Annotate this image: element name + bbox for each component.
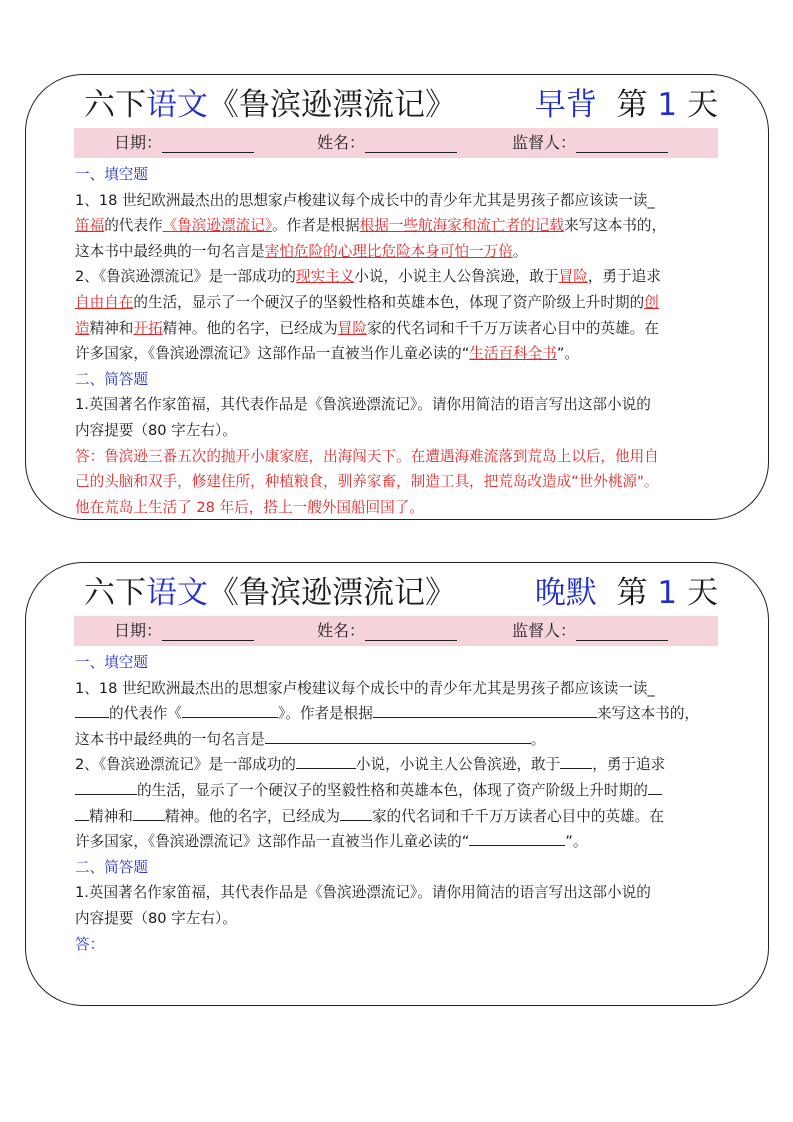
- text: 家的代名词和千千万万读者心目中的英雄。在: [371, 807, 664, 825]
- answer-pioneer: 开拓: [133, 319, 163, 337]
- title-subject: 语文: [146, 87, 208, 123]
- text: 许多国家，《鲁滨逊漂流记》这部作品一直被当作儿童必读的“: [75, 833, 470, 851]
- text: 精神。他的名字，已经成为: [164, 807, 340, 825]
- text: 来写这本书的，: [563, 217, 667, 235]
- text: 家的代名词和千千万万读者心目中的英雄。在: [366, 319, 659, 337]
- q3-line2: 内容提要（80 字左右）。: [75, 421, 237, 439]
- name-blank[interactable]: [365, 622, 457, 641]
- title-tian: 天: [687, 87, 718, 123]
- blank-encyclopedia[interactable]: [469, 830, 565, 846]
- text: 的代表作《: [109, 705, 182, 723]
- title-di: 第: [616, 575, 648, 611]
- supervisor-blank[interactable]: [576, 134, 668, 153]
- text: 2、《鲁滨逊漂流记》是一部成功的: [75, 756, 296, 774]
- q1-line2: [75, 701, 725, 727]
- card-title: [84, 569, 728, 617]
- q3-line1: 1.英国著名作家笛福，其代表作品是《鲁滨逊漂流记》。请你用简洁的语言写出这部小说的: [75, 884, 651, 902]
- title-kind: 晚默: [534, 575, 597, 611]
- title-book: 《鲁滨逊漂流记》: [208, 87, 456, 123]
- blank-adventurer[interactable]: [340, 805, 372, 821]
- date-field: [114, 128, 254, 158]
- answer-source: 根据一些航海家和流亡者的记载: [359, 217, 564, 235]
- blank-create-b[interactable]: [75, 805, 89, 821]
- text: ”。: [565, 833, 588, 851]
- answer-genre: 现实主义: [295, 268, 355, 286]
- text: 2、《鲁滨逊漂流记》是一部成功的: [75, 268, 296, 286]
- text: ，勇于追求: [592, 756, 666, 774]
- text: 许多国家，《鲁滨逊漂流记》这部作品一直被当作儿童必读的“: [75, 345, 470, 363]
- date-blank[interactable]: [162, 622, 254, 641]
- text: 小说，小说主人公鲁滨逊，敢于: [354, 268, 559, 286]
- supervisor-field: [512, 128, 668, 158]
- supervisor-blank[interactable]: [576, 622, 668, 641]
- name-label: 姓名：: [317, 133, 366, 152]
- answer-book: 《鲁滨逊漂流记》: [162, 217, 273, 235]
- supervisor-label: 监督人：: [512, 133, 577, 152]
- date-label: 日期：: [114, 133, 163, 152]
- title-day-number: 1: [657, 575, 678, 611]
- q1-line1: 1、18 世纪欧洲最杰出的思想家卢梭建议每个成长中的青少年尤其是男孩子都应该读一读_: [75, 679, 655, 697]
- card-body: [75, 650, 725, 957]
- card-title: [84, 81, 728, 129]
- card-body: [75, 162, 725, 520]
- section-short-answer: 二、简答题: [75, 858, 148, 876]
- date-blank[interactable]: [162, 134, 254, 153]
- q1-line3: [75, 239, 725, 265]
- blank-genre[interactable]: [296, 753, 356, 769]
- title-subject: 语文: [146, 575, 208, 611]
- date-field: [114, 616, 254, 646]
- answer-line2: 己的头脑和双手，修建住所，种植粮食，驯养家畜，制造工具，把荒岛改造成“世外桃源"。: [75, 473, 659, 491]
- section-fill-blank: 一、填空题: [75, 654, 148, 671]
- q1-line3: [75, 727, 725, 753]
- title-day: [535, 81, 718, 129]
- evening-card: [25, 562, 769, 1006]
- text: 的生活，显示了一个硬汉子的坚毅性格和英雄本色，体现了资产阶级上升时期的: [133, 293, 645, 311]
- answer-line1: 答：鲁滨逊三番五次的抛开小康家庭，出海闯天下。在遭遇海难流落到荒岛上以后，他用自: [75, 447, 659, 465]
- answer-quote: 害怕危险的心理比危险本身可怕一万倍: [264, 242, 513, 260]
- title-day: [535, 569, 718, 617]
- q2-line1: [75, 264, 725, 290]
- answer-create-b: 造: [75, 319, 90, 337]
- text: 。: [530, 730, 546, 748]
- answer-label[interactable]: 答：: [75, 935, 105, 953]
- answer-encyclopedia: 生活百科全书: [469, 345, 557, 363]
- blank-author[interactable]: [75, 702, 109, 718]
- info-bar: [74, 128, 718, 158]
- name-field: [317, 128, 457, 158]
- answer-line3: 他在荒岛上生活了 28 年后，搭上一艘外国船回国了。: [75, 498, 424, 516]
- title-grade: 六下: [84, 575, 146, 611]
- text: 。作者是根据: [272, 217, 360, 235]
- blank-quote[interactable]: [265, 728, 531, 744]
- morning-card: [25, 74, 769, 520]
- info-bar: [74, 616, 718, 646]
- q2-line4: [75, 829, 725, 855]
- title-di: 第: [616, 87, 648, 123]
- answer-adventure: 冒险: [558, 268, 588, 286]
- answer-author: 笛福: [75, 217, 105, 235]
- text: 的生活，显示了一个硬汉子的坚毅性格和英雄本色，体现了资产阶级上升时期的: [137, 781, 648, 799]
- answer-adventurer: 冒险: [337, 319, 367, 337]
- q2-line2: [75, 778, 725, 804]
- supervisor-field: [512, 616, 668, 646]
- q1-line1: 1、18 世纪欧洲最杰出的思想家卢梭建议每个成长中的青少年尤其是男孩子都应该读一读_: [75, 191, 655, 209]
- section-fill-blank: 一、填空题: [75, 166, 148, 183]
- text: 这本书中最经典的一句名言是: [75, 242, 265, 260]
- title-tian: 天: [687, 575, 718, 611]
- text: 精神和: [89, 807, 133, 825]
- text: 的代表作: [104, 217, 163, 235]
- answer-create-a: 创: [644, 293, 659, 311]
- blank-book[interactable]: [182, 702, 278, 718]
- text: 》。作者是根据: [277, 705, 373, 723]
- supervisor-label: 监督人：: [512, 621, 577, 640]
- blank-adventure[interactable]: [560, 753, 592, 769]
- title-book: 《鲁滨逊漂流记》: [208, 575, 456, 611]
- q2-line2: [75, 290, 725, 316]
- title-day-number: 1: [657, 87, 678, 123]
- title-kind: 早背: [534, 87, 597, 123]
- q2-line4: [75, 341, 725, 367]
- q2-line3: [75, 316, 725, 342]
- answer-freedom: 自由自在: [75, 293, 134, 311]
- blank-freedom[interactable]: [75, 779, 137, 795]
- q1-line2: [75, 213, 725, 239]
- text: ”。: [556, 345, 580, 363]
- blank-source[interactable]: [373, 702, 597, 718]
- q2-line3: [75, 804, 725, 830]
- text: ，勇于追求: [587, 268, 661, 286]
- name-label: 姓名：: [317, 621, 366, 640]
- title-grade: 六下: [84, 87, 146, 123]
- q3-line1: 1.英国著名作家笛福，其代表作品是《鲁滨逊漂流记》。请你用简洁的语言写出这部小说的: [75, 396, 651, 414]
- q3-line2: 内容提要（80 字左右）。: [75, 909, 237, 927]
- text: 来写这本书的，: [596, 705, 700, 723]
- blank-pioneer[interactable]: [133, 805, 165, 821]
- text: 这本书中最经典的一句名言是: [75, 730, 265, 748]
- text: 小说，小说主人公鲁滨逊，敢于: [355, 756, 561, 774]
- section-short-answer: 二、简答题: [75, 370, 148, 388]
- text: 。: [512, 242, 528, 260]
- text: 精神和: [89, 319, 134, 337]
- name-blank[interactable]: [365, 134, 457, 153]
- text: 精神。他的名字，已经成为: [162, 319, 338, 337]
- date-label: 日期：: [114, 621, 163, 640]
- q2-line1: [75, 752, 725, 778]
- name-field: [317, 616, 457, 646]
- blank-create-a[interactable]: [648, 779, 662, 795]
